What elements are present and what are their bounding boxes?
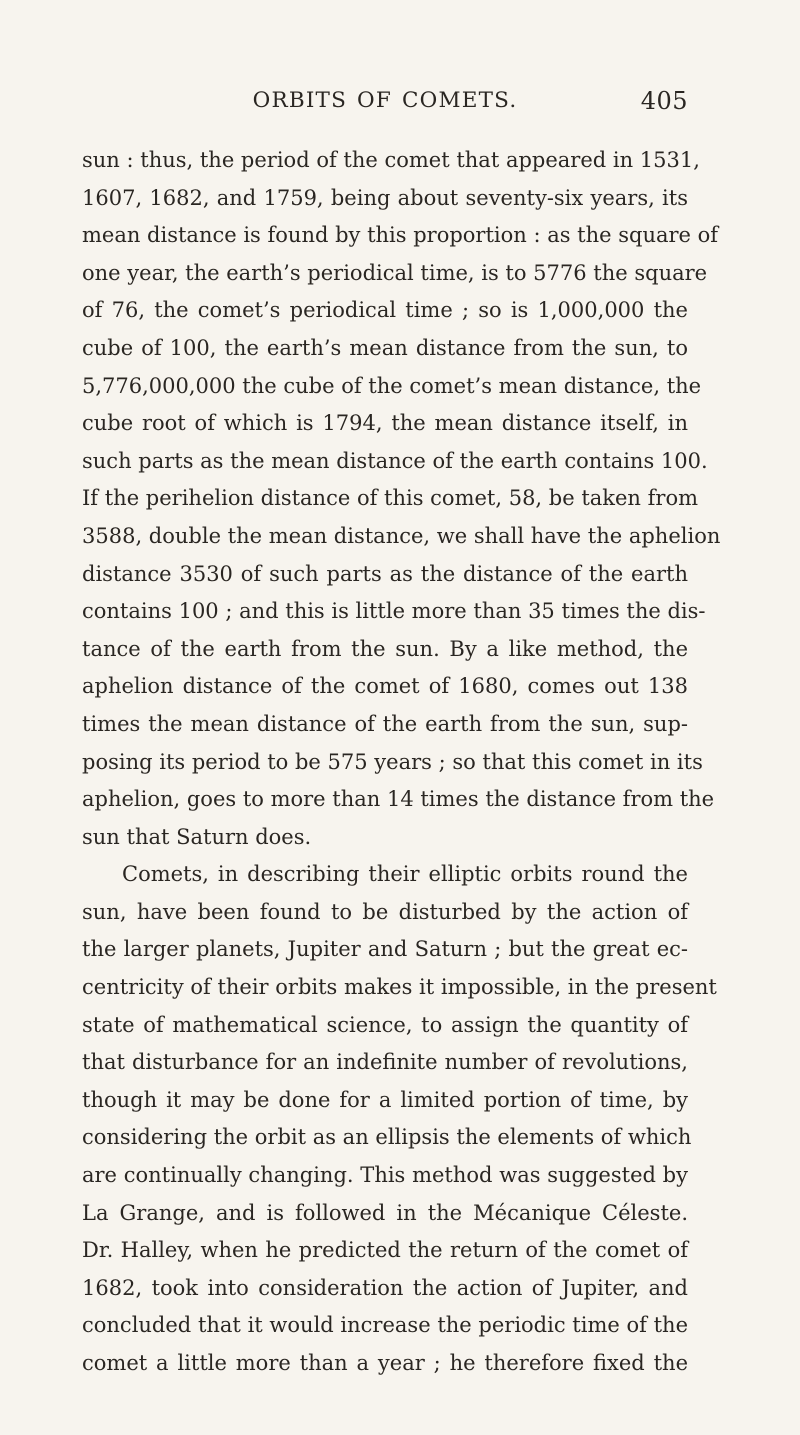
text-line: distance 3530 of such parts as the distance of the earth: [82, 561, 688, 586]
body-text: [82, 142, 721, 1383]
text-line: 5,776,000,000 the cube of the comet’s mean distance, the: [82, 373, 702, 398]
text-line: posing its period to be 575 years ; so that this comet in its: [82, 749, 703, 774]
text-line: comet a little more than a year ; he therefore fixed the: [82, 1351, 688, 1375]
text-line: 1607, 1682, and 1759, being about seventy-six years, its: [82, 185, 688, 210]
text-line: such parts as the mean distance of the earth contains 100.: [82, 448, 708, 473]
text-line: aphelion, goes to more than 14 times the distance from the: [82, 787, 715, 812]
text-line: concluded that it would increase the periodic time of the: [82, 1313, 688, 1338]
text-line: that disturbance for an indefinite number of revolutions,: [82, 1050, 688, 1075]
text-line: 3588, double the mean distance, we shall have the aphelion: [82, 523, 721, 548]
text-line-paragraph-end: sun that Saturn does.: [82, 824, 312, 849]
text-line: considering the orbit as an ellipsis the elements of which: [82, 1125, 692, 1150]
text-line: aphelion distance of the comet of 1680, comes out 138: [82, 674, 688, 699]
text-line: If the perihelion distance of this comet, 58, be taken from: [82, 486, 699, 511]
text-line: the larger planets, Jupiter and Saturn ; but the great ec-: [82, 937, 688, 962]
text-line: La Grange, and is followed in the Mécanique Céleste.: [82, 1200, 688, 1225]
text-line: one year, the earth’s periodical time, is to 5776 the square: [82, 260, 708, 285]
text-line: mean distance is found by this proportion : as the square of: [82, 223, 719, 248]
text-line: though it may be done for a limited portion of time, by: [82, 1087, 688, 1112]
text-line: cube of 100, the earth’s mean distance from the sun, to: [82, 335, 688, 360]
text-line: centricity of their orbits makes it impossible, in the present: [82, 975, 717, 1000]
text-line-paragraph-start: Comets, in describing their elliptic orbits round the: [122, 862, 688, 887]
page-header: [82, 86, 688, 120]
text-line: are continually changing. This method was suggested by: [82, 1163, 688, 1188]
text-line: sun, have been found to be disturbed by the action of: [82, 899, 688, 924]
page-number: 405: [640, 87, 688, 115]
text-line: cube root of which is 1794, the mean distance itself, in: [82, 411, 688, 436]
text-line: Dr. Halley, when he predicted the return of the comet of: [82, 1238, 688, 1263]
text-line: times the mean distance of the earth from the sun, sup-: [82, 711, 688, 736]
text-line: contains 100 ; and this is little more than 35 times the dis-: [82, 599, 706, 624]
text-line: tance of the earth from the sun. By a like method, the: [82, 636, 688, 661]
text-line: of 76, the comet’s periodical time ; so is 1,000,000 the: [82, 298, 688, 323]
text-line: state of mathematical science, to assign the quantity of: [82, 1012, 688, 1037]
text-line: sun : thus, the period of the comet that appeared in 1531,: [82, 148, 700, 172]
running-title: ORBITS OF COMETS.: [252, 88, 518, 113]
text-line: 1682, took into consideration the action of Jupiter, and: [82, 1275, 688, 1300]
